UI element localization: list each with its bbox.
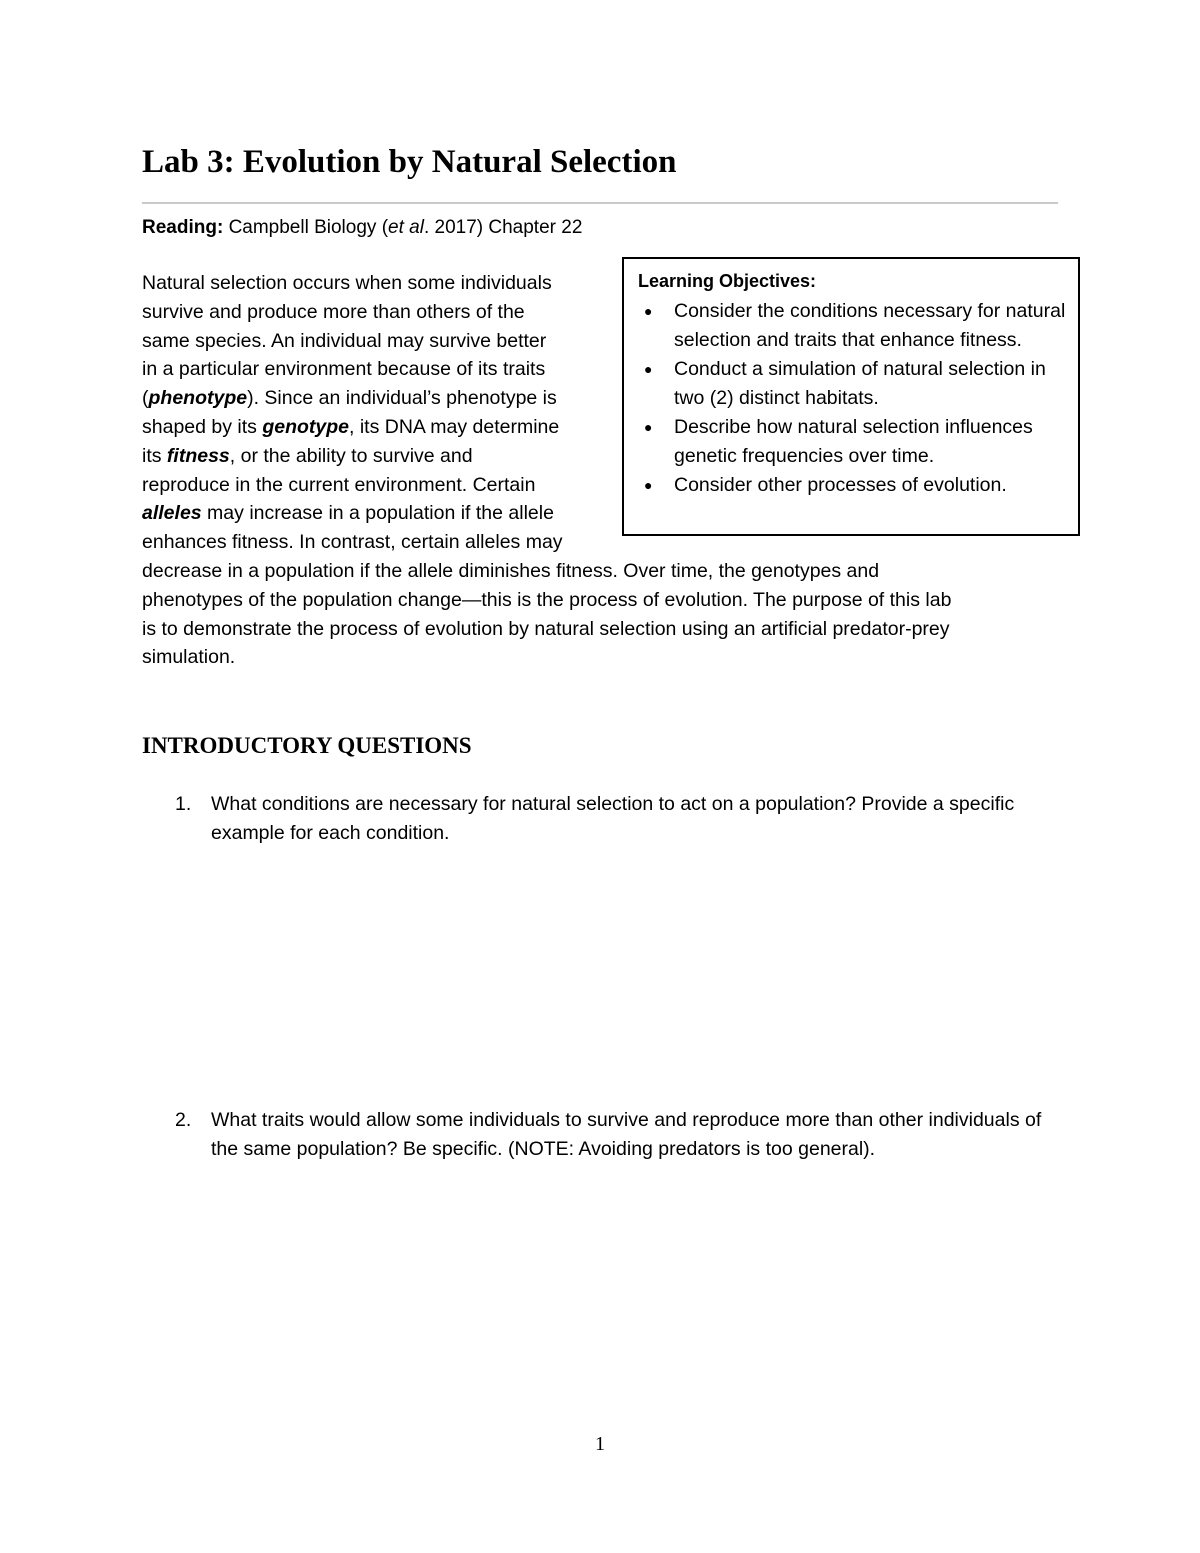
learning-objectives-box	[622, 257, 1080, 536]
page-number: 1	[595, 1433, 605, 1455]
objective-text: Describe how natural selection influences genetic frequencies over time.	[674, 416, 1033, 467]
intro-text: , or the ability to survive and	[229, 444, 473, 467]
intro-line: Natural selection occurs when some individuals	[142, 272, 552, 294]
intro-text: shaped by its	[142, 415, 263, 438]
question-text: What conditions are necessary for natural selection to act on a population? Provide a specific example for each condition.	[211, 793, 1015, 844]
intro-line: same species. An individual may survive better	[142, 329, 547, 352]
question-text: What traits would allow some individuals to survive and reproduce more than other individuals of the same population? Be specific. (NOTE: Avoiding predators is too general).	[211, 1109, 1042, 1160]
reading-source-pre: Campbell Biology (	[228, 217, 389, 238]
intro-text: its	[142, 444, 167, 467]
term-genotype: genotype	[262, 415, 350, 438]
intro-text: (	[142, 387, 149, 410]
term-alleles: alleles	[142, 502, 202, 525]
reading-source-italic: et al	[388, 217, 424, 238]
objective-text: Consider the conditions necessary for natural selection and traits that enhance fitness.	[674, 300, 1066, 351]
intro-text: , its DNA may determine	[349, 415, 560, 438]
question-item	[142, 790, 1042, 848]
question-item	[142, 1106, 1042, 1164]
reading-label: Reading:	[142, 217, 224, 238]
intro-line: in a particular environment because of its traits	[142, 358, 546, 381]
reading-line	[142, 214, 582, 242]
learning-objectives-heading: Learning Objectives:	[638, 271, 817, 291]
objective-text: Conduct a simulation of natural selection in two (2) distinct habitats.	[674, 358, 1046, 409]
bullet-icon: ●	[644, 303, 653, 319]
objective-item	[638, 471, 1068, 500]
bullet-icon: ●	[644, 361, 653, 377]
intro-line: enhances fitness. In contrast, certain alleles may	[142, 531, 563, 554]
term-fitness: fitness	[166, 444, 230, 467]
learning-objectives-list	[638, 297, 1068, 500]
intro-line: reproduce in the current environment. Certain	[142, 473, 536, 496]
intro-text: ). Since an individual’s phenotype is	[247, 387, 557, 410]
intro-line: simulation.	[142, 646, 236, 669]
objective-item	[638, 297, 1068, 355]
bullet-icon: ●	[644, 419, 653, 435]
section-heading: INTRODUCTORY QUESTIONS	[142, 733, 472, 758]
intro-line: decrease in a population if the allele diminishes fitness. Over time, the genotypes and	[142, 559, 880, 582]
question-number: 2.	[175, 1109, 192, 1131]
intro-line: survive and produce more than others of the	[142, 300, 525, 323]
objective-item	[638, 355, 1068, 413]
intro-line: is to demonstrate the process of evolution by natural selection using an artificial predator-prey	[142, 617, 950, 640]
bullet-icon: ●	[644, 477, 653, 493]
term-phenotype: phenotype	[148, 387, 248, 410]
intro-text: may increase in a population if the allele	[201, 502, 554, 525]
reading-source-post: . 2017) Chapter 22	[423, 217, 583, 238]
title-divider	[142, 202, 1058, 204]
question-number: 1.	[175, 793, 192, 815]
objective-item	[638, 413, 1068, 471]
document-title: Lab 3: Evolution by Natural Selection	[142, 144, 677, 180]
objective-text: Consider other processes of evolution.	[674, 474, 1007, 496]
intro-line: phenotypes of the population change—this is the process of evolution. The purpose of this lab	[142, 588, 952, 611]
